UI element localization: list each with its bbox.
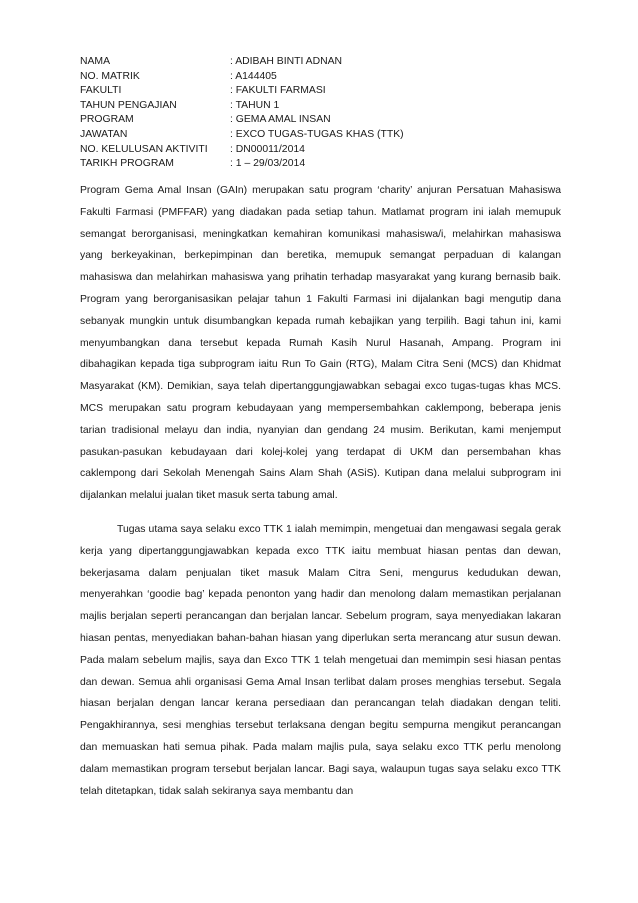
info-value: : TAHUN 1	[230, 99, 280, 111]
info-value: : GEMA AMAL INSAN	[230, 114, 331, 126]
info-row	[80, 128, 404, 143]
info-value: : A144405	[230, 70, 277, 82]
info-value: : ADIBAH BINTI ADNAN	[230, 56, 343, 67]
info-row	[80, 99, 404, 114]
report-body	[80, 180, 561, 802]
info-value: : FAKULTI FARMASI	[230, 85, 326, 97]
paragraph-intro: Program Gema Amal Insan (GAIn) merupakan satu program ‘charity’ anjuran Persatuan Mahasiswa Fakulti Farmasi (PMFFAR) yang diadakan pada setiap tahun. Matlamat program ini ialah memupuk semangat berorganisasi, meningkatkan kemahiran komunikasi mahasiswa/i, melahirkan mahasiswa yang berkeyakinan, berkepimpinan dan beretika, memupuk semangat perpaduan di kalangan mahasiswa dan melahirkan mahasiswa yang prihatin terhadap masyarakat yang kurang bernasib baik. Program yang berorganisasikan pelajar tahun 1 Fakulti Farmasi ini dijalankan bagi mengutip dana sebanyak mungkin untuk disumbangkan kepada rumah kebajikan yang terpilih. Bagi tahun ini, kami menyumbangkan dana tersebut kepada Rumah Kasih Nurul Hasanah, Ampang. Program ini dibahagikan kepada tiga subprogram iaitu Run To Gain (RTG), Malam Citra Seni (MCS) dan Khidmat Masyarakat (KM). Demikian, saya telah dipertanggungjawabkan sebagai exco tugas-tugas khas MCS. MCS merupakan satu program kebudayaan yang mempersembahkan caklempong, beberapa jenis tarian tradisional melayu dan india, nyanyian dan gendang 24 musim. Berikutan, kami menjemput pasukan-pasukan kebudayaan dari kolej-kolej yang terdapat di UKM dan persembahan khas caklempong dari Sekolah Menengah Sains Alam Shah (ASiS). Kutipan dana melalui subprogram ini dijalankan melalui jualan tiket masuk serta tabung amal.	[80, 185, 561, 502]
info-label: TAHUN PENGAJIAN	[80, 99, 177, 111]
paragraph-duties: Tugas utama saya selaku exco TTK 1 ialah memimpin, mengetuai dan mengawasi segala gerak kerja yang dipertanggungjawabkan kepada exco TTK iaitu membuat hiasan pentas dan dewan, bekerjasama dalam penjualan tiket masuk Malam Citra Seni, mengurus kedudukan dewan, menyerahkan ‘goodie bag’ kepada penonton yang hadir dan menolong dalam memastikan perjalanan majlis berjalan seperti perancangan dan berjalan lancar. Sebelum program, saya menyediakan lakaran hiasan pentas, menyediakan bahan-bahan hiasan yang diperlukan serta merancang atur susun dewan. Pada malam sebelum majlis, saya dan Exco TTK 1 telah mengetuai dan memimpin sesi hiasan pentas dan dewan. Semua ahli organisasi Gema Amal Insan terlibat dalam proses menghias tersebut. Segala hiasan berjalan dengan lancar kerana persediaan dan perancangan telah diadakan dengan teliti. Pengakhirannya, sesi menghias tersebut terlaksana dengan begitu sempurna mengikut perancangan dan memuaskan hati semua pihak. Pada malam majlis pula, saya selaku exco TTK perlu menolong dalam memastikan program tersebut berjalan lancar. Bagi saya, walaupun tugas saya selaku exco TTK telah ditetapkan, tidak salah sekiranya saya membantu dan	[80, 523, 561, 797]
info-label: NO. KELULUSAN AKTIVITI	[80, 143, 208, 155]
info-row	[80, 157, 404, 172]
info-label: PROGRAM	[80, 114, 134, 126]
info-row	[80, 143, 404, 158]
info-label: TARIKH PROGRAM	[80, 158, 174, 170]
info-row	[80, 55, 404, 70]
info-label: NO. MATRIK	[80, 70, 140, 82]
info-row	[80, 84, 404, 99]
info-label: JAWATAN	[80, 128, 128, 140]
info-row	[80, 70, 404, 85]
info-label: FAKULTI	[80, 85, 122, 97]
info-value: : 1 – 29/03/2014	[230, 158, 306, 170]
student-info-table	[80, 55, 404, 172]
info-value: : DN00011/2014	[230, 143, 305, 155]
info-row	[80, 113, 404, 128]
info-value: : EXCO TUGAS-TUGAS KHAS (TTK)	[230, 128, 404, 140]
info-label: NAMA	[80, 56, 111, 67]
